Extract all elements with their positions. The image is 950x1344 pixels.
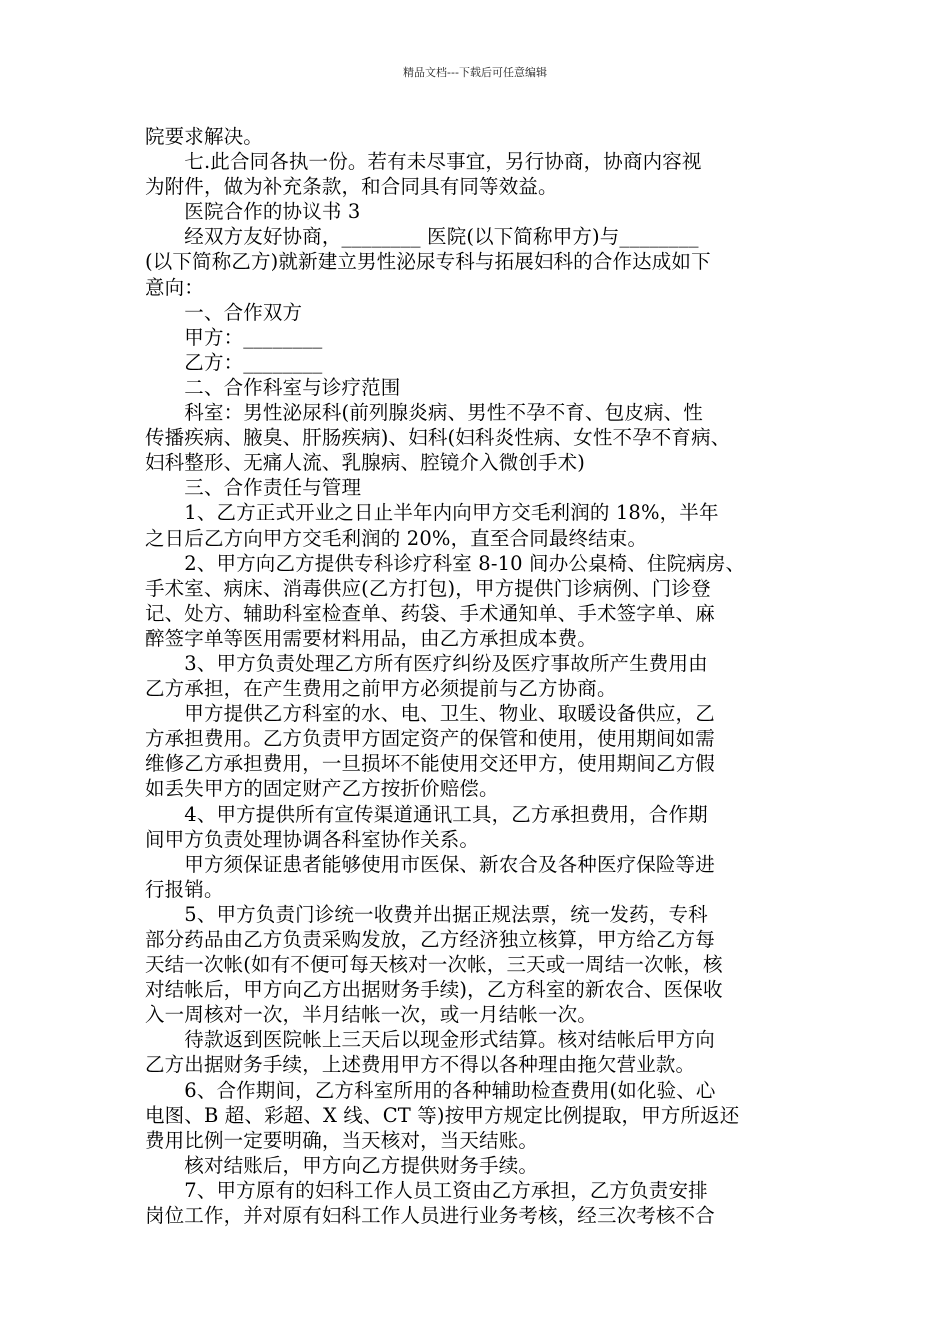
text-line: 天结一次帐(如有不便可每天核对一次帐，三天或一周结一次帐，核 [145,953,723,977]
text-line: 乙方承担，在产生费用之前甲方必须提前与乙方协商。 [145,677,617,701]
text-line: 甲方须保证患者能够使用市医保、新农合及各种医疗保险等进 [145,852,715,876]
text-line: 待款返到医院帐上三天后以现金形式结算。核对结帐后甲方向 [145,1028,715,1052]
section-heading: 二、合作科室与诊疗范围 [145,375,401,399]
text-line: (以下简称乙方)就新建立男性泌尿专科与拓展妇科的合作达成如下 [145,250,711,274]
text-line: 如丢失甲方的固定财产乙方按折价赔偿。 [145,777,499,801]
text-line: 6、合作期间，乙方科室所用的各种辅助检查费用(如化验、心 [145,1078,716,1102]
text-line: 间甲方负责处理协调各科室协作关系。 [145,827,480,851]
text-line: 7、甲方原有的妇科工作人员工资由乙方承担，乙方负责安排 [145,1178,708,1202]
text-line: 甲方提供乙方科室的水、电、卫生、物业、取暖设备供应，乙 [145,702,715,726]
text-line: 七.此合同各执一份。若有未尽事宜，另行协商，协商内容视 [145,150,702,174]
text-line: 2、甲方向乙方提供专科诊疗科室 8-10 间办公桌椅、住院病房、 [145,551,746,575]
text-line: 意向： [145,275,204,299]
section-heading: 三、合作责任与管理 [145,476,362,500]
party-b-line: 乙方：________ [145,350,323,374]
section-heading: 一、合作双方 [145,300,303,324]
page-header: 精品文档---下载后可任意编辑 [403,66,547,79]
section-title: 医院合作的协议书 3 [145,200,361,224]
text-line: 部分药品由乙方负责采购发放，乙方经济独立核算，甲方给乙方每 [145,928,715,951]
text-line: 记、处方、辅助科室检查单、药袋、手术通知单、手术签字单、麻 [145,601,715,625]
text-line: 电图、B 超、彩超、X 线、CT 等)按甲方规定比例提取，甲方所返还 [145,1103,740,1127]
text-line: 岗位工作，并对原有妇科工作人员进行业务考核，经三次考核不合 [145,1204,715,1228]
text-line: 维修乙方承担费用，一旦损坏不能使用交还甲方，使用期间乙方假 [145,752,715,776]
text-line: 为附件，做为补充条款，和合同具有同等效益。 [145,175,558,199]
text-line: 费用比例一定要明确，当天核对，当天结账。 [145,1128,539,1152]
text-line: 经双方友好协商，________ 医院(以下简称甲方)与________ [145,225,699,249]
text-line: 之日后乙方向甲方交毛利润的 20%，直至合同最终结束。 [145,526,648,550]
text-line: 院要求解决。 [145,125,263,148]
text-line: 对结帐后，甲方向乙方出据财务手续)，乙方科室的新农合、医保收 [145,978,723,1002]
text-line: 1、乙方正式开业之日止半年内向甲方交毛利润的 18%，半年 [145,501,719,525]
text-line: 5、甲方负责门诊统一收费并出据正规法票，统一发药，专科 [145,902,708,926]
document-body [145,124,810,1228]
text-line: 3、甲方负责处理乙方所有医疗纠纷及医疗事故所产生费用由 [145,651,708,675]
text-line: 方承担费用。乙方负责甲方固定资产的保管和使用，使用期间如需 [145,727,715,751]
text-line: 4、甲方提供所有宣传渠道通讯工具，乙方承担费用，合作期 [145,802,708,826]
party-a-line: 甲方：________ [145,325,323,349]
text-line: 核对结账后，甲方向乙方提供财务手续。 [145,1153,539,1177]
text-line: 妇科整形、无痛人流、乳腺病、腔镜介入微创手术) [145,451,586,475]
text-line: 科室：男性泌尿科(前列腺炎病、男性不孕不育、包皮病、性 [145,401,703,425]
text-line: 乙方出据财务手续，上述费用甲方不得以各种理由拖欠营业款。 [145,1053,696,1077]
text-line: 手术室、病床、消毒供应(乙方打包)，甲方提供门诊病例、门诊登 [145,576,711,600]
text-line: 入一周核对一次，半月结帐一次，或一月结帐一次。 [145,1003,597,1027]
text-line: 醉签字单等医用需要材料用品，由乙方承担成本费。 [145,626,597,650]
text-line: 传播疾病、腋臭、肝肠疾病)、妇科(妇科炎性病、女性不孕不育病、 [145,426,731,450]
text-line: 行报销。 [145,877,224,901]
